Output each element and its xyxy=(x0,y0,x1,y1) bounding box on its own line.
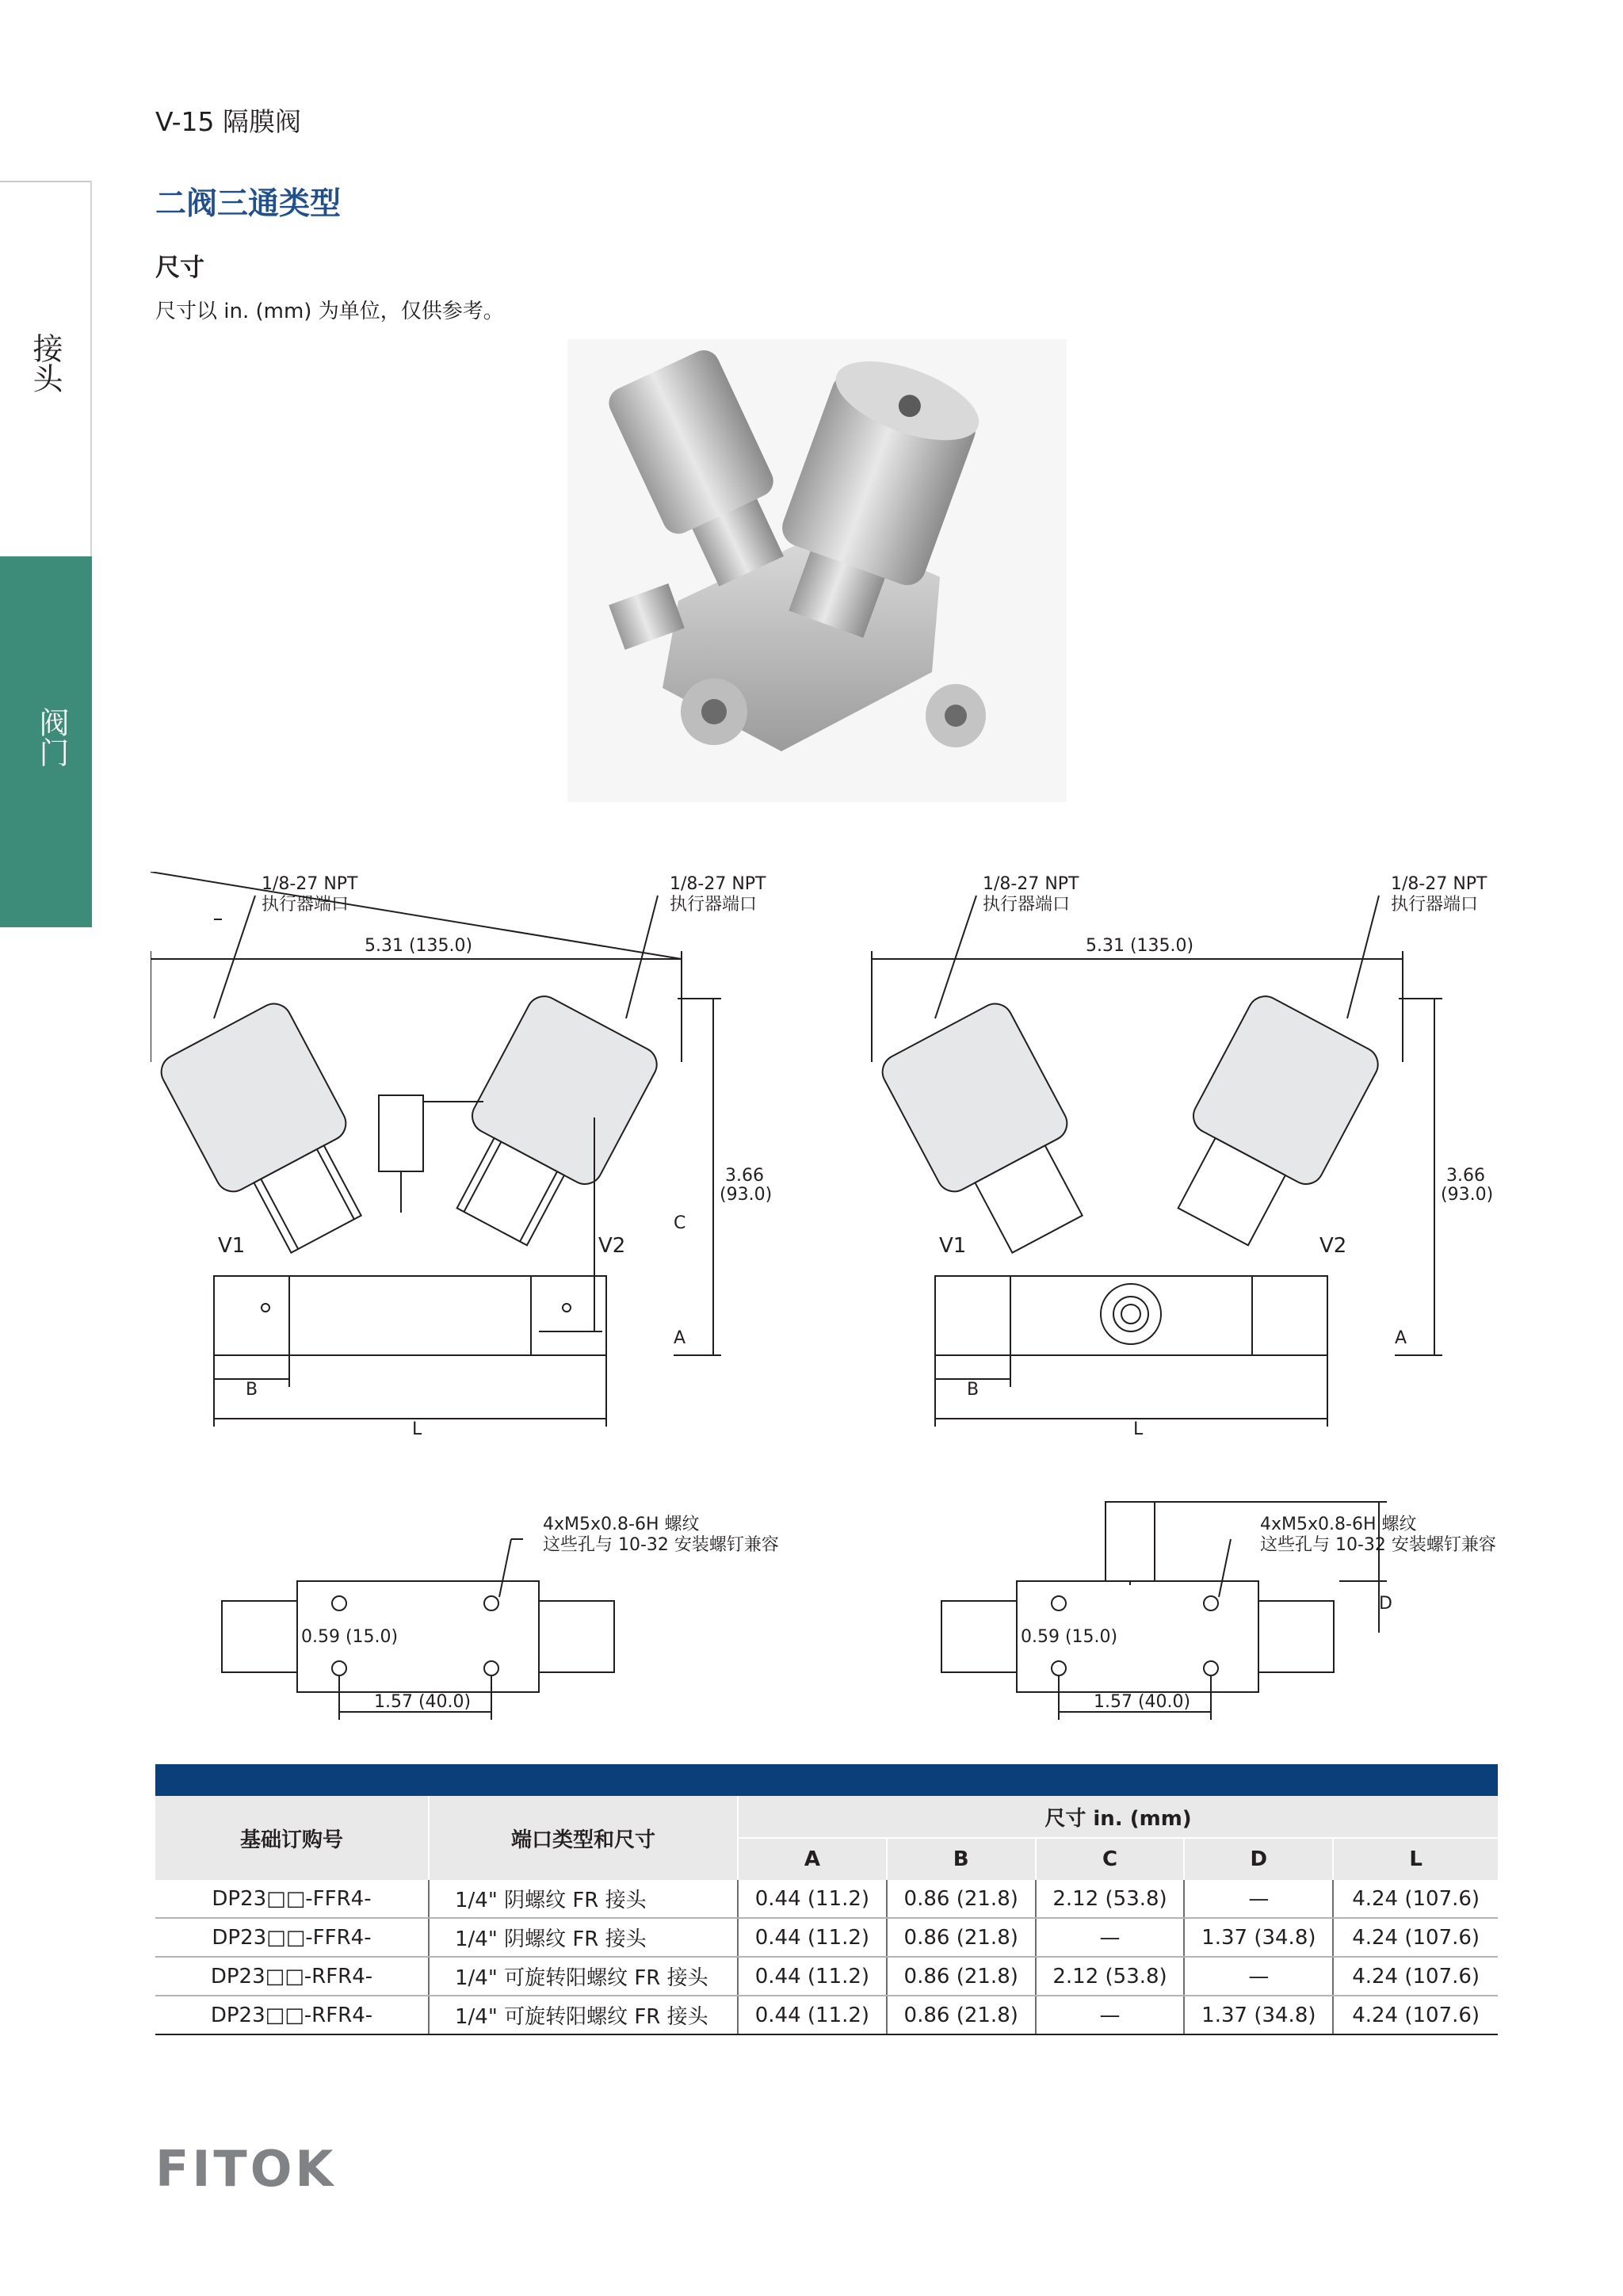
fitok-logo: FITOK xyxy=(155,2140,337,2198)
front-view-right xyxy=(872,896,1442,1427)
hole-v-l: 0.59 (15.0) xyxy=(301,1627,399,1647)
port-label-r1: 1/8-27 NPT xyxy=(670,874,766,894)
cell-port: 1/4" 可旋转阳螺纹 FR 接头 xyxy=(429,1957,738,1996)
thread-l2: 这些孔与 10-32 安装螺钉兼容 xyxy=(543,1535,779,1555)
port-label-l1b: 1/8-27 NPT xyxy=(983,874,1079,894)
sidebar-tab-fittings[interactable]: 接头 xyxy=(28,333,63,393)
col-d: D xyxy=(1184,1838,1333,1880)
cell-order: DP23□□-RFR4- xyxy=(155,1957,429,1996)
valve-v2-r: V2 xyxy=(1319,1234,1347,1258)
valve-v1-r: V1 xyxy=(939,1234,967,1258)
height-l1: 3.66 xyxy=(725,1166,764,1186)
table-row xyxy=(155,1996,1498,2034)
height-l2: (93.0) xyxy=(720,1185,773,1205)
cell-d: — xyxy=(1184,1880,1333,1918)
cell-port: 1/4" 阴螺纹 FR 接头 xyxy=(429,1880,738,1918)
cell-l: 4.24 (107.6) xyxy=(1333,1880,1498,1918)
cell-b: 0.86 (21.8) xyxy=(887,1996,1036,2034)
cell-order: DP23□□-FFR4- xyxy=(155,1918,429,1957)
col-c: C xyxy=(1036,1838,1185,1880)
cell-order: DP23□□-RFR4- xyxy=(155,1996,429,2034)
port-label-l1: 1/8-27 NPT xyxy=(262,874,358,894)
thread-l1: 4xM5x0.8-6H 螺纹 xyxy=(543,1515,700,1534)
dim-d: D xyxy=(1379,1594,1392,1614)
sidebar-top-rule xyxy=(0,181,90,182)
port-label-l2: 执行器端口 xyxy=(262,895,349,915)
valve-v1-l: V1 xyxy=(218,1234,246,1258)
cell-port: 1/4" 阴螺纹 FR 接头 xyxy=(429,1918,738,1957)
dim-c: C xyxy=(674,1213,686,1233)
col-order-no: 基础订购号 xyxy=(155,1796,429,1880)
page-header: V-15 隔膜阀 xyxy=(155,106,302,137)
sidebar-divider xyxy=(90,181,92,556)
thread-r2: 这些孔与 10-32 安装螺钉兼容 xyxy=(1260,1535,1496,1555)
table-row xyxy=(155,1957,1498,1996)
col-port: 端口类型和尺寸 xyxy=(429,1796,738,1880)
cell-a: 0.44 (11.2) xyxy=(738,1957,887,1996)
cell-d: — xyxy=(1184,1957,1333,1996)
cell-l: 4.24 (107.6) xyxy=(1333,1996,1498,2034)
port-label-r2b: 执行器端口 xyxy=(1391,895,1479,915)
dim-a-r: A xyxy=(1395,1328,1407,1348)
port-label-l2b: 执行器端口 xyxy=(983,895,1071,915)
col-b: B xyxy=(887,1838,1036,1880)
port-label-r2: 执行器端口 xyxy=(670,895,758,915)
dim-b-l: B xyxy=(246,1380,258,1400)
cell-l: 4.24 (107.6) xyxy=(1333,1918,1498,1957)
hole-v-r: 0.59 (15.0) xyxy=(1021,1627,1118,1647)
hole-h-r: 1.57 (40.0) xyxy=(1094,1692,1191,1712)
dimensions-table xyxy=(155,1764,1498,2035)
cell-c: — xyxy=(1036,1996,1185,2034)
cell-b: 0.86 (21.8) xyxy=(887,1957,1036,1996)
cell-l: 4.24 (107.6) xyxy=(1333,1957,1498,1996)
hole-h-l: 1.57 (40.0) xyxy=(374,1692,472,1712)
col-l: L xyxy=(1333,1838,1498,1880)
table-header-bar xyxy=(155,1764,1498,1796)
cell-order: DP23□□-FFR4- xyxy=(155,1880,429,1918)
cell-a: 0.44 (11.2) xyxy=(738,1880,887,1918)
cell-b: 0.86 (21.8) xyxy=(887,1918,1036,1957)
overall-width-r: 5.31 (135.0) xyxy=(1086,936,1194,956)
cell-d: 1.37 (34.8) xyxy=(1184,1996,1333,2034)
cell-c: 2.12 (53.8) xyxy=(1036,1880,1185,1918)
height-r2: (93.0) xyxy=(1441,1185,1494,1205)
cell-d: 1.37 (34.8) xyxy=(1184,1918,1333,1957)
dim-l-r: L xyxy=(1133,1419,1144,1439)
sidebar-tab-valves[interactable]: 阀门 xyxy=(34,707,69,767)
cell-c: 2.12 (53.8) xyxy=(1036,1957,1185,1996)
dimensions-heading: 尺寸 xyxy=(155,254,204,282)
col-dims: 尺寸 in. (mm) xyxy=(738,1796,1498,1838)
cell-a: 0.44 (11.2) xyxy=(738,1918,887,1957)
dim-l-l: L xyxy=(412,1419,422,1439)
overall-width-l: 5.31 (135.0) xyxy=(365,936,473,956)
height-r1: 3.66 xyxy=(1446,1166,1485,1186)
thread-r1: 4xM5x0.8-6H 螺纹 xyxy=(1260,1515,1417,1534)
cell-b: 0.86 (21.8) xyxy=(887,1880,1036,1918)
dim-a-l: A xyxy=(674,1328,686,1348)
technical-drawings xyxy=(151,872,1529,1728)
cell-port: 1/4" 可旋转阳螺纹 FR 接头 xyxy=(429,1996,738,2034)
port-label-r1b: 1/8-27 NPT xyxy=(1391,874,1487,894)
col-a: A xyxy=(738,1838,887,1880)
dim-b-r: B xyxy=(967,1380,980,1400)
table-row xyxy=(155,1918,1498,1957)
cell-c: — xyxy=(1036,1918,1185,1957)
valve-v2-l: V2 xyxy=(598,1234,626,1258)
product-photo xyxy=(567,339,1067,802)
table-row xyxy=(155,1880,1498,1918)
section-title: 二阀三通类型 xyxy=(155,186,342,222)
dimensions-note: 尺寸以 in. (mm) 为单位，仅供参考。 xyxy=(155,300,504,323)
cell-a: 0.44 (11.2) xyxy=(738,1996,887,2034)
